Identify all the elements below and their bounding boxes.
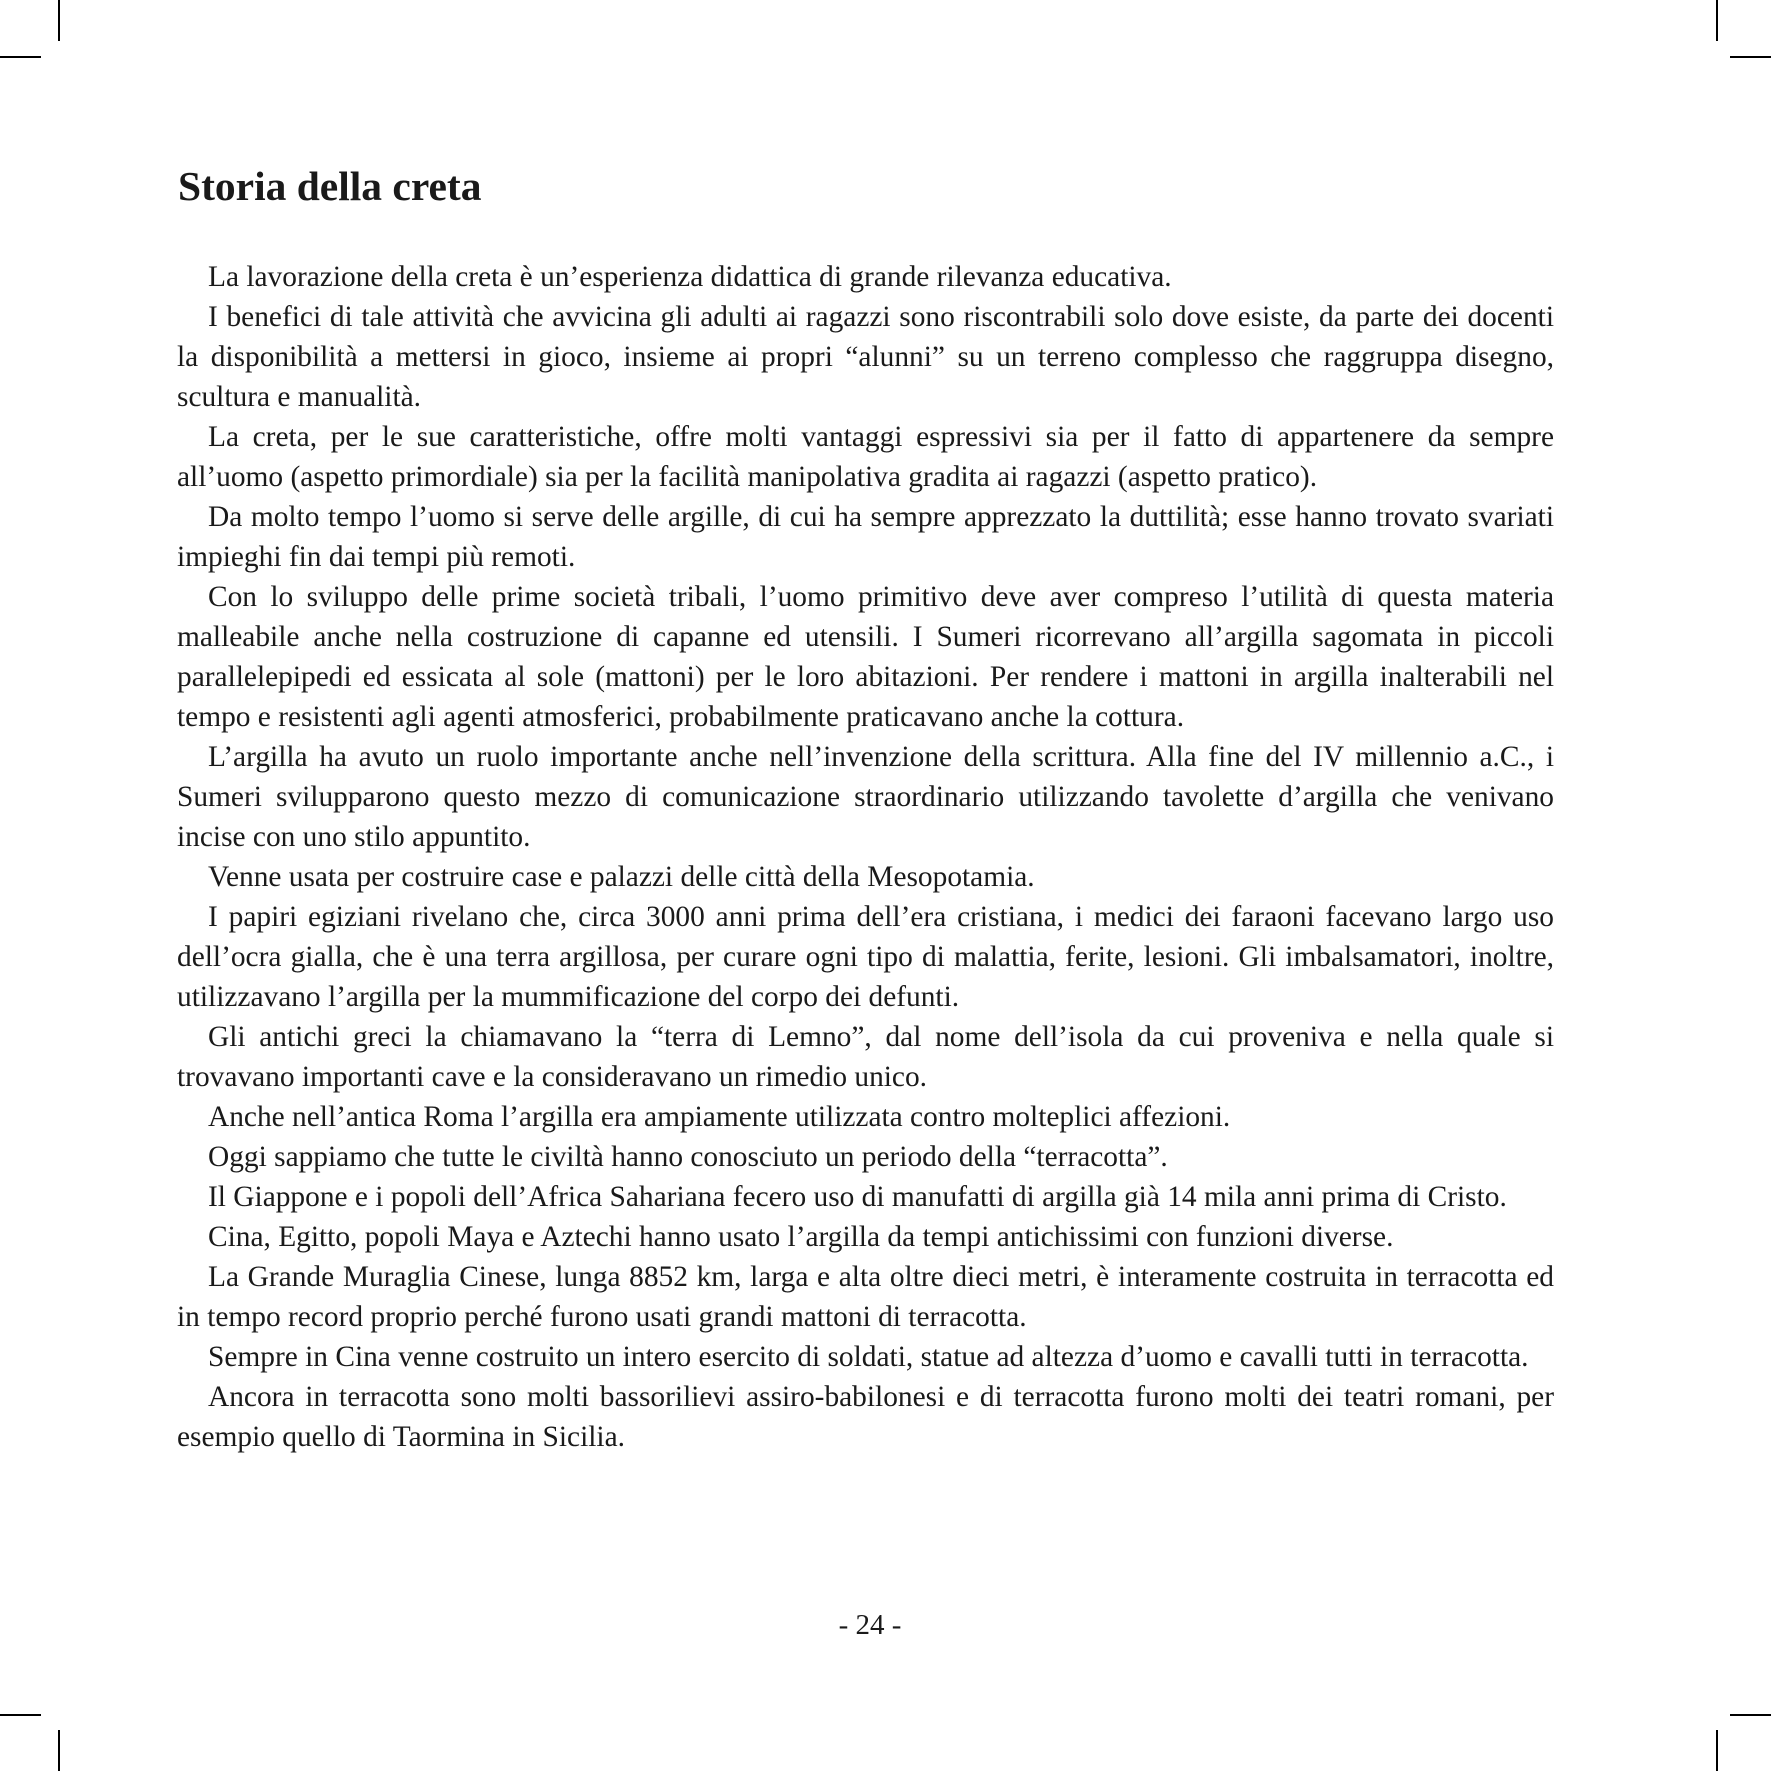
body-text: [177, 257, 1554, 1457]
crop-mark-bottom-right-vertical: [1716, 1730, 1718, 1771]
paragraph: Venne usata per costruire case e palazzi delle città della Mesopotamia.: [208, 861, 1035, 893]
paragraph: Cina, Egitto, popoli Maya e Aztechi hanno usato l’argilla da tempi antichissimi con funzioni diverse.: [208, 1221, 1394, 1253]
paragraph: Anche nell’antica Roma l’argilla era ampiamente utilizzata contro molteplici affezioni.: [208, 1101, 1231, 1133]
paragraph: La lavorazione della creta è un’esperienza didattica di grande rilevanza educativa.: [208, 261, 1172, 293]
page-number: - 24 -: [838, 1609, 902, 1641]
paragraph: Ancora in terracotta sono molti bassorilievi assiro-babilonesi e di terracotta furono molti dei teatri romani, per esempio quello di Taormina in Sicilia.: [177, 1381, 1554, 1453]
crop-mark-top-left-horizontal: [0, 56, 41, 58]
crop-mark-bottom-left-horizontal: [0, 1714, 41, 1716]
crop-mark-bottom-left-vertical: [58, 1730, 60, 1771]
paragraph: La Grande Muraglia Cinese, lunga 8852 km, larga e alta oltre dieci metri, è interamente costruita in terracotta ed in tempo record proprio perché furono usati grandi mattoni di terracotta.: [177, 1261, 1554, 1333]
paragraph: Gli antichi greci la chiamavano la “terra di Lemno”, dal nome dell’isola da cui proveniva e nella quale si trovavano importanti cave e la consideravano un rimedio unico.: [177, 1021, 1554, 1093]
crop-mark-top-right-horizontal: [1730, 56, 1771, 58]
paragraph: Sempre in Cina venne costruito un intero esercito di soldati, statue ad altezza d’uomo e cavalli tutti in terracotta.: [208, 1341, 1529, 1373]
paragraph: Con lo sviluppo delle prime società tribali, l’uomo primitivo deve aver compreso l’utilità di questa materia malleabile anche nella costruzione di capanne ed utensili. I Sumeri ricorrevano all’argilla sagomata in piccoli parallelepipedi ed essicata al sole (mattoni) per le loro abitazioni. Per rendere i mattoni in argilla inalterabili nel tempo e resistenti agli agenti atmosferici, probabilmente praticavano anche la cottura.: [177, 581, 1554, 733]
crop-mark-top-left-vertical: [58, 0, 60, 41]
paragraph: I benefici di tale attività che avvicina gli adulti ai ragazzi sono riscontrabili solo dove esiste, da parte dei docenti la disponibilità a mettersi in gioco, insieme ai propri “alunni” su un terreno complesso che raggruppa disegno, scultura e manualità.: [177, 301, 1554, 413]
crop-mark-top-right-vertical: [1716, 0, 1718, 41]
paragraph: I papiri egiziani rivelano che, circa 3000 anni prima dell’era cristiana, i medici dei faraoni facevano largo uso dell’ocra gialla, che è una terra argillosa, per curare ogni tipo di malattia, ferite, lesioni. Gli imbalsamatori, inoltre, utilizzavano l’argilla per la mummificazione del corpo dei defunti.: [177, 901, 1554, 1013]
crop-mark-bottom-right-horizontal: [1730, 1714, 1771, 1716]
paragraph: Oggi sappiamo che tutte le civiltà hanno conosciuto un periodo della “terracotta”.: [208, 1141, 1168, 1173]
page-title: Storia della creta: [178, 163, 482, 209]
paragraph: Il Giappone e i popoli dell’Africa Sahariana fecero uso di manufatti di argilla già 14 mila anni prima di Cristo.: [208, 1181, 1507, 1213]
paragraph: L’argilla ha avuto un ruolo importante anche nell’invenzione della scrittura. Alla fine del IV millennio a.C., i Sumeri svilupparono questo mezzo di comunicazione straordinario utilizzando tavolette d’argilla che venivano incise con uno stilo appuntito.: [177, 741, 1554, 853]
paragraph: La creta, per le sue caratteristiche, offre molti vantaggi espressivi sia per il fatto di appartenere da sempre all’uomo (aspetto primordiale) sia per la facilità manipolativa gradita ai ragazzi (aspetto pratico).: [177, 421, 1554, 493]
paragraph: Da molto tempo l’uomo si serve delle argille, di cui ha sempre apprezzato la duttilità; esse hanno trovato svariati impieghi fin dai tempi più remoti.: [177, 501, 1554, 573]
